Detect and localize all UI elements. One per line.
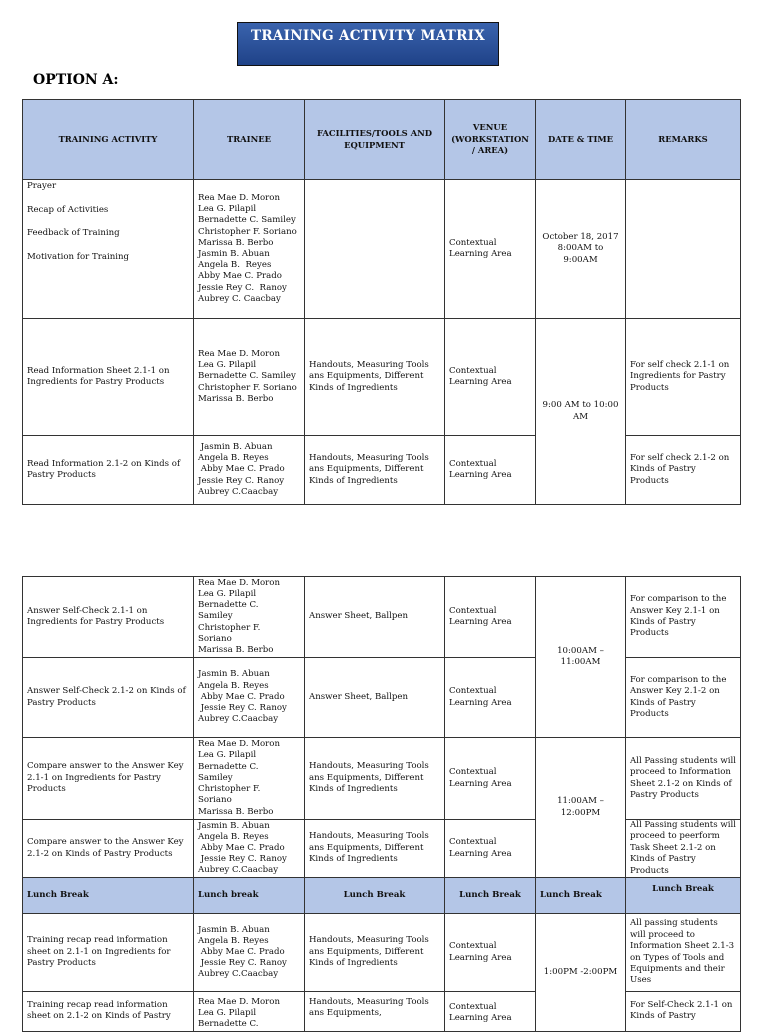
option-label: OPTION A:	[33, 72, 119, 88]
trainee-name: Abby Mae C. Prado	[198, 691, 285, 702]
remarks-cell: For self check 2.1-1 on Ingredients for Pastry Products	[626, 319, 741, 436]
trainee-name: Jasmin B. Abuan	[198, 441, 273, 452]
trainee-name: Abby Mae C. Prado	[198, 271, 282, 282]
trainee-name: Rea Mae D. Moron	[198, 348, 280, 359]
trainee-name: Christopher F. Soriano	[198, 226, 297, 237]
trainee-name: Aubrey C.Caacbay	[198, 714, 279, 725]
table-row	[23, 992, 741, 1032]
training-matrix-table-page-2	[22, 576, 741, 1032]
trainee-name: Abby Mae C. Prado	[198, 842, 285, 853]
table-row	[23, 577, 741, 658]
trainee-cell	[194, 914, 305, 992]
venue-cell: Contextual Learning Area	[445, 658, 536, 738]
facilities-cell: Handouts, Measuring Tools ans Equipments, Different Kinds of Ingredients	[305, 820, 445, 878]
activity-cell: Training recap read information sheet on 2.1-2 on Kinds of Pastry	[23, 992, 194, 1032]
trainee-name: Rea Mae D. Moron	[198, 997, 280, 1008]
venue-cell: Contextual Learning Area	[445, 914, 536, 992]
table-row	[23, 180, 741, 319]
remarks-cell: For self check 2.1-2 on Kinds of Pastry Products	[626, 436, 741, 505]
facilities-cell: Answer Sheet, Ballpen	[305, 577, 445, 658]
venue-cell: Contextual Learning Area	[445, 319, 536, 436]
venue-cell: Contextual Learning Area	[445, 820, 536, 878]
trainee-cell	[194, 577, 305, 658]
trainee-name: Abby Mae C. Prado	[198, 946, 285, 957]
trainee-name: Angela B. Reyes	[198, 680, 269, 691]
activity-cell: Answer Self-Check 2.1-2 on Kinds of Pastry Products	[23, 658, 194, 738]
lunch-break-cell: Lunch Break	[305, 878, 445, 914]
remarks-cell: For comparison to the Answer Key 2.1-2 on Kinds of Pastry Products	[626, 658, 741, 738]
table-row	[23, 436, 741, 505]
lunch-break-cell: Lunch Break	[536, 878, 626, 914]
header-row	[23, 100, 741, 180]
trainee-name: Lea G. Pilapil	[198, 360, 257, 371]
remarks-cell: For comparison to the Answer Key 2.1-1 on Kinds of Pastry Products	[626, 577, 741, 658]
header-facilities: FACILITIES/TOOLS AND EQUIPMENT	[305, 100, 445, 180]
trainee-name: Rea Mae D. Moron	[198, 739, 280, 750]
facilities-cell: Handouts, Measuring Tools ans Equipments, Different Kinds of Ingredients	[305, 738, 445, 820]
trainee-name: Angela B. Reyes	[198, 453, 269, 464]
trainee-name: Angela B. Reyes	[198, 831, 269, 842]
trainee-name: Jessie Rey C. Ranoy	[198, 282, 287, 293]
trainee-name: Rea Mae D. Moron	[198, 577, 280, 588]
trainee-name: Samiley	[198, 772, 233, 783]
trainee-name: Bernadette C.	[198, 761, 259, 772]
trainee-name: Marissa B. Berbo	[198, 393, 274, 404]
trainee-name: Bernadette C. Samiley	[198, 371, 296, 382]
training-matrix-table-page-1	[22, 99, 741, 505]
header-trainee: TRAINEE	[194, 100, 305, 180]
activity-cell: Answer Self-Check 2.1-1 on Ingredients for Pastry Products	[23, 577, 194, 658]
trainee-name: Lea G. Pilapil	[198, 588, 257, 599]
venue-cell: Contextual Learning Area	[445, 738, 536, 820]
facilities-cell: Handouts, Measuring Tools ans Equipments, Different Kinds of Ingredients	[305, 436, 445, 505]
trainee-name: Rea Mae D. Moron	[198, 192, 280, 203]
trainee-name: Jasmin B. Abuan	[198, 249, 270, 259]
trainee-cell	[194, 992, 305, 1032]
lunch-break-row	[23, 878, 741, 914]
trainee-name: Lea G. Pilapil	[198, 204, 257, 215]
trainee-cell	[194, 658, 305, 738]
activity-cell: Compare answer to the Answer Key 2.1-2 on Kinds of Pastry Products	[23, 820, 194, 878]
trainee-cell	[194, 180, 305, 319]
lunch-break-cell: Lunch Break	[445, 878, 536, 914]
activity-cell: Read Information 2.1-2 on Kinds of Pastry Products	[23, 436, 194, 505]
date-cell: 10:00AM – 11:00AM	[536, 577, 626, 738]
facilities-cell: Handouts, Measuring Tools ans Equipments, Different Kinds of Ingredients	[305, 319, 445, 436]
trainee-name: Soriano	[198, 633, 232, 644]
trainee-name: Christopher F.	[198, 622, 261, 633]
lunch-break-cell: Lunch Break	[626, 878, 741, 914]
facilities-cell	[305, 180, 445, 319]
venue-cell: Contextual Learning Area	[445, 436, 536, 505]
header-remarks: REMARKS	[626, 100, 741, 180]
trainee-name: Christopher F.	[198, 784, 261, 795]
date-cell: 1:00PM -2:00PM	[536, 914, 626, 1032]
activity-cell: Compare answer to the Answer Key 2.1-1 on Ingredients for Pastry Products	[23, 738, 194, 820]
date-cell: October 18, 2017 8:00AM to 9:00AM	[536, 180, 626, 319]
header-date-time: DATE & TIME	[536, 100, 626, 180]
trainee-name: Jasmin B. Abuan	[198, 669, 270, 680]
venue-cell: Contextual Learning Area	[445, 577, 536, 658]
trainee-name: Aubrey C.Caacbay	[198, 865, 279, 876]
trainee-name: Jessie Rey C. Ranoy	[198, 854, 287, 865]
trainee-cell	[194, 436, 305, 505]
date-cell: 9:00 AM to 10:00 AM	[536, 319, 626, 505]
remarks-cell	[626, 180, 741, 319]
trainee-cell	[194, 820, 305, 878]
table-row	[23, 319, 741, 436]
activity-cell: Read Information Sheet 2.1-1 on Ingredients for Pastry Products	[23, 319, 194, 436]
lunch-break-cell: Lunch Break	[23, 878, 194, 914]
trainee-name: Lea G. Pilapil	[198, 1008, 257, 1019]
remarks-cell: All passing students will proceed to Information Sheet 2.1-3 on Types of Tools and Equipments and their Uses	[626, 914, 741, 992]
trainee-name: Christopher F. Soriano	[198, 382, 297, 393]
table-row	[23, 820, 741, 878]
table-row	[23, 914, 741, 992]
trainee-name: Aubrey C.Caacbay	[198, 969, 279, 980]
activity-prayer: Prayer	[27, 181, 57, 191]
remarks-cell: All Passing students will proceed to peerform Task Sheet 2.1-2 on Kinds of Pastry Products	[626, 820, 741, 878]
date-cell: 11:00AM – 12:00PM	[536, 738, 626, 878]
trainee-name: Aubrey C. Caacbay	[198, 293, 281, 304]
trainee-name: Bernadette C.	[198, 1019, 259, 1030]
trainee-name: Samiley	[198, 611, 233, 622]
trainee-name: Soriano	[198, 795, 232, 806]
facilities-cell: Answer Sheet, Ballpen	[305, 658, 445, 738]
header-venue: VENUE (WORKSTATION / AREA)	[445, 100, 536, 180]
trainee-name: Jessie Rey C. Ranoy	[198, 703, 287, 714]
activity-recap: Recap of Activities	[27, 204, 109, 215]
remarks-cell: All Passing students will proceed to Information Sheet 2.1-2 on Kinds of Pastry Products	[626, 738, 741, 820]
table-row	[23, 738, 741, 820]
trainee-name: Marissa B. Berbo	[198, 806, 274, 817]
trainee-name: Marissa B. Berbo	[198, 237, 274, 248]
header-training-activity: TRAINING ACTIVITY	[23, 100, 194, 180]
trainee-name: Angela B. Reyes	[198, 260, 272, 271]
trainee-name: Marissa B. Berbo	[198, 645, 274, 655]
trainee-cell	[194, 738, 305, 820]
trainee-name: Jasmin B. Abuan	[198, 820, 270, 831]
activity-cell: Training recap read information sheet on 2.1-1 on Ingredients for Pastry Products	[23, 914, 194, 992]
activity-cell	[23, 180, 194, 319]
trainee-cell	[194, 319, 305, 436]
document-title: TRAINING ACTIVITY MATRIX	[237, 22, 499, 66]
lunch-break-cell: Lunch break	[194, 878, 305, 914]
venue-cell: Contextual Learning Area	[445, 180, 536, 319]
trainee-name: Bernadette C.	[198, 600, 259, 611]
trainee-name: Bernadette C. Samiley	[198, 215, 296, 226]
trainee-name: Jessie Rey C. Ranoy	[198, 475, 285, 486]
trainee-name: Lea G. Pilapil	[198, 750, 257, 761]
trainee-name: Abby Mae C. Prado	[198, 464, 285, 475]
table-row	[23, 658, 741, 738]
venue-cell: Contextual Learning Area	[445, 992, 536, 1032]
trainee-name: Jasmin B. Abuan	[198, 924, 270, 935]
trainee-name: Jessie Rey C. Ranoy	[198, 958, 287, 969]
activity-feedback: Feedback of Training	[27, 228, 120, 238]
facilities-cell: Handouts, Measuring Tools ans Equipments, Different Kinds of Ingredients	[305, 914, 445, 992]
trainee-name: Angela B. Reyes	[198, 935, 269, 946]
trainee-name: Aubrey C.Caacbay	[198, 486, 279, 497]
activity-motivation: Motivation for Training	[27, 251, 130, 262]
remarks-cell: For Self-Check 2.1-1 on Kinds of Pastry	[626, 992, 741, 1032]
facilities-cell: Handouts, Measuring Tools ans Equipments,	[305, 992, 445, 1032]
